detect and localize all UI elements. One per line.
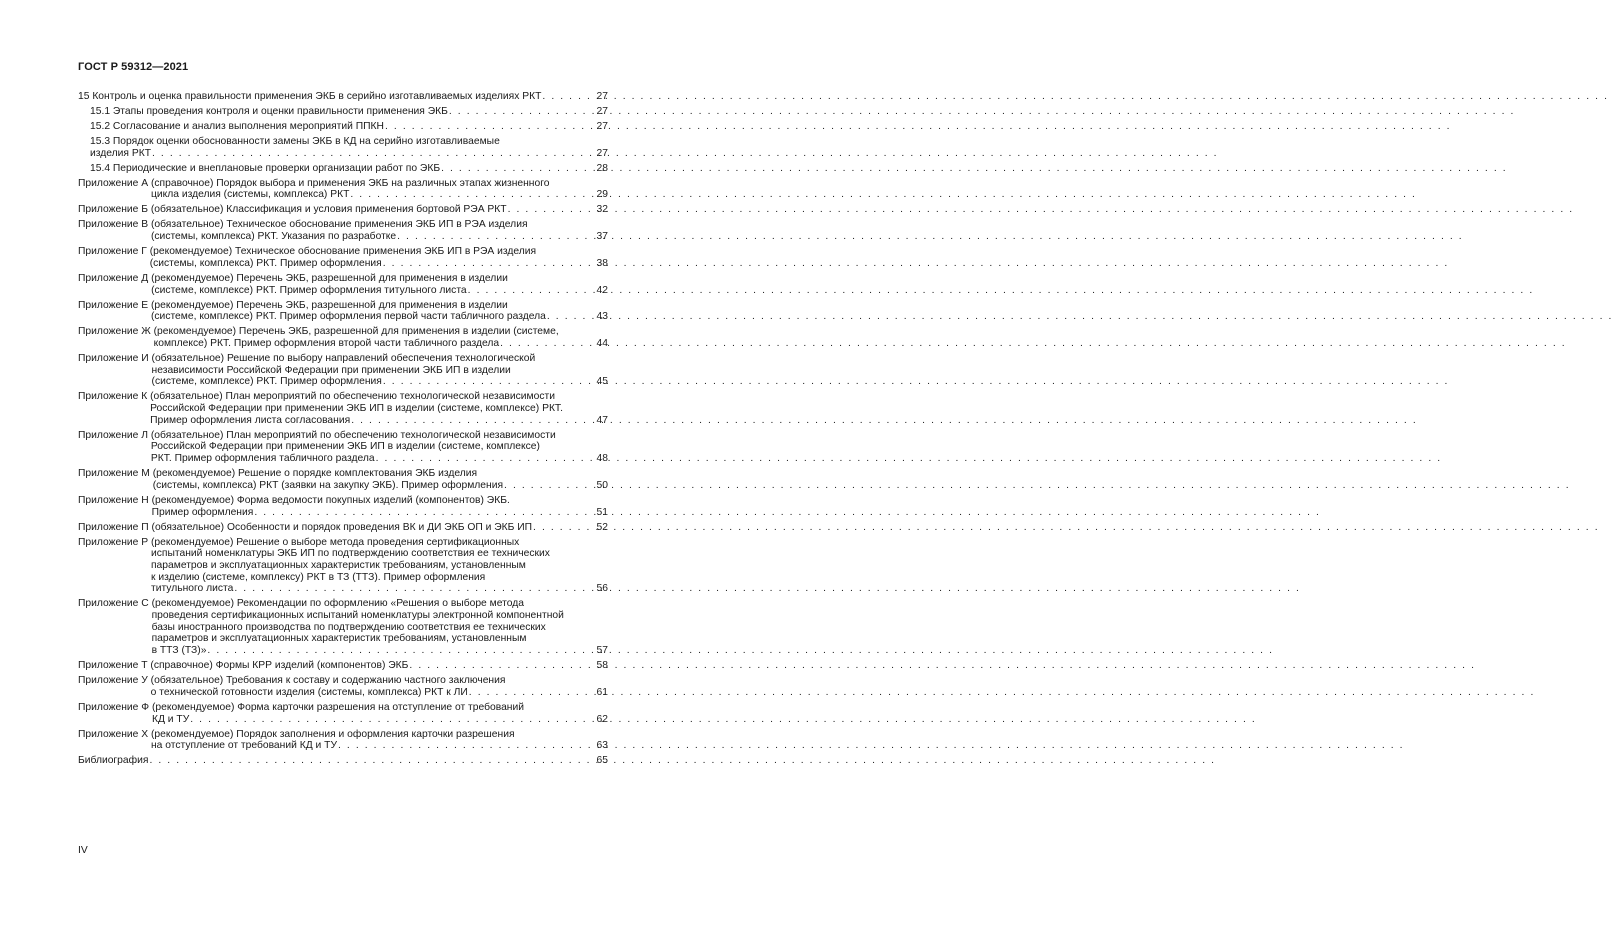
toc-entry-line: цикла изделия (системы, комплекса) РКТ [150, 189, 350, 201]
toc-appendix-entry[interactable] [78, 430, 608, 465]
dot-leader [541, 91, 596, 103]
toc-appendix-entry[interactable] [78, 219, 608, 242]
toc-entry-line: (системе, комплексе) РКТ. Пример оформления первой части табличного раздела [150, 311, 546, 323]
toc-entry-line: 15.3 Порядок оценки обоснованности замены ЭКБ в КД на серийно изготавливаемые [90, 136, 500, 147]
toc-entry-line: 15 Контроль и оценка правильности применения ЭКБ в серийно изготавливаемых изделиях РКТ [78, 91, 542, 102]
toc-entry-line: Российской Федерации при применении ЭКБ ИП в изделии (системе, комплексе) РКТ. [150, 403, 563, 415]
toc-entry-label: Приложение Д [78, 272, 152, 284]
toc-entry-line: (системы, комплекса) РКТ. Указания по разработке [150, 231, 397, 243]
toc-page-number[interactable]: 56 [596, 583, 608, 595]
dot-leader [499, 338, 596, 350]
dot-leader [206, 645, 596, 657]
toc-appendix-entry[interactable] [78, 273, 608, 296]
toc-entry-line: (обязательное) Классификация и условия применения бортовой РЭА РКТ [150, 204, 507, 216]
toc-page-number[interactable]: 48 [596, 453, 608, 465]
dot-leader [440, 163, 596, 175]
toc-page-number[interactable]: 28 [596, 162, 608, 174]
toc-entry-label: Приложение Г [78, 246, 150, 258]
toc-entry-line: комплексе) РКТ. Пример оформления второй части табличного раздела [153, 337, 500, 349]
dot-leader [408, 660, 596, 672]
toc-entry-label: Приложение В [78, 219, 151, 231]
dot-leader [233, 583, 596, 595]
toc-entry-label: Приложение Ж [78, 326, 154, 338]
toc-appendix-entry[interactable] [78, 468, 608, 491]
toc-entry-line: (рекомендуемое) Перечень ЭКБ, разрешенной для применения в изделии (системе, [153, 326, 559, 338]
toc-appendix-entry[interactable] [78, 537, 608, 596]
toc-appendix-entry[interactable] [78, 522, 608, 534]
toc-page-number[interactable]: 27 [596, 91, 608, 102]
toc-page-number[interactable]: 45 [596, 376, 608, 388]
toc-page-number[interactable]: 27 [596, 147, 608, 159]
toc-page-number[interactable]: 50 [596, 479, 608, 491]
toc-page-number[interactable]: 63 [596, 740, 608, 752]
dot-leader [350, 415, 596, 427]
toc-appendix-entry[interactable] [78, 598, 608, 657]
dot-leader [337, 740, 597, 752]
dot-leader [253, 507, 596, 519]
dot-leader [375, 453, 597, 465]
toc-page-number[interactable]: 32 [596, 204, 608, 216]
toc-subentry[interactable] [90, 106, 608, 118]
dot-leader [382, 258, 597, 270]
toc-page-number[interactable]: 47 [596, 414, 608, 426]
toc-entry-label: Приложение У [78, 675, 151, 687]
toc-entry-line: КД и ТУ [151, 713, 190, 725]
toc-appendix-entry[interactable] [78, 675, 608, 698]
toc-page-number[interactable]: 61 [596, 686, 608, 698]
toc-appendix-entry[interactable] [78, 204, 608, 216]
toc-entry-label: Приложение Т [78, 660, 151, 672]
dot-leader [396, 231, 596, 243]
toc-appendix-entry[interactable] [78, 702, 608, 725]
toc-appendix-entry[interactable] [78, 300, 608, 323]
dot-leader [382, 376, 597, 388]
toc-entry-label: Приложение Ф [78, 701, 152, 713]
toc-entry-line: Библиография [78, 755, 149, 767]
dot-leader [532, 522, 597, 534]
toc-entry-line: независимости Российской Федерации при применении ЭКБ ИП в изделии [151, 364, 511, 376]
toc-entry-line: Пример оформления [151, 506, 254, 518]
toc-entry[interactable] [78, 91, 608, 103]
toc-appendix-entry[interactable] [78, 246, 608, 269]
toc-page-number[interactable]: 62 [596, 713, 608, 725]
toc-entry-line: (рекомендуемое) Порядок заполнения и оформления карточки разрешения [150, 728, 515, 740]
toc-page-number[interactable]: 27 [596, 106, 608, 117]
toc-entry-label: Приложение К [78, 391, 151, 403]
toc-appendix-entry[interactable] [78, 495, 608, 518]
toc-entry-line: параметров и эксплуатационных характеристик требованиям, установленным [150, 559, 526, 571]
toc-appendix-entry[interactable] [78, 178, 608, 201]
toc-entry-line: 15.4 Периодические и внеплановые проверки организации работ по ЭКБ [90, 162, 441, 174]
toc-entry-line: на отступление от требований КД и ТУ [150, 740, 337, 752]
toc-page-number[interactable]: 52 [596, 521, 608, 533]
page-number: IV [78, 845, 88, 856]
toc-page-number[interactable]: 44 [596, 337, 608, 349]
toc-entry-line: (системы, комплекса) РКТ. Пример оформления [149, 257, 382, 269]
toc-entry-line: 15.1 Этапы проведения контроля и оценки правильности применения ЭКБ [90, 106, 448, 117]
toc-entry-line: к изделию (системе, комплексу) РКТ в ТЗ (ТТЗ). Пример оформления [150, 571, 486, 583]
toc-entry-line: испытаний номенклатуры ЭКБ ИП по подтверждению соответствия ее технических [150, 548, 550, 560]
toc-page-number[interactable]: 65 [596, 755, 608, 767]
toc-entry-line: (рекомендуемое) Перечень ЭКБ, разрешенной для применения в изделии [151, 272, 508, 284]
toc-appendix-entry[interactable] [78, 660, 608, 672]
dot-leader [503, 480, 596, 492]
toc-entry-line: (обязательное) План мероприятий по обеспечению технологической независимости [150, 391, 555, 403]
toc-entry-line: проведения сертификационных испытаний номенклатуры электронной компонентной [151, 610, 564, 622]
toc-entry-label: Приложение П [78, 521, 152, 533]
toc-entry-line: изделия РКТ [90, 147, 151, 159]
toc-entry-line: (обязательное) План мероприятий по обеспечению технологической независимости [150, 429, 556, 441]
document-code-header: ГОСТ Р 59312—2021 [78, 61, 189, 73]
toc-entry-line: (системе, комплексе) РКТ. Пример оформления [151, 376, 382, 388]
toc-entry-line: титульного листа [150, 583, 234, 595]
toc-entry-label: Приложение Н [78, 494, 152, 506]
toc-page-number[interactable]: 29 [596, 189, 608, 201]
dot-leader [148, 755, 596, 767]
toc-entry-line: (обязательное) Требования к составу и содержанию частного заключения [150, 675, 506, 687]
toc-entry-label: Приложение А [78, 177, 151, 189]
toc-appendix-entry[interactable] [78, 729, 608, 752]
toc-entry[interactable] [78, 755, 608, 767]
dot-leader [467, 285, 597, 297]
toc-entry-label: Приложение Б [78, 204, 151, 216]
dot-leader [507, 204, 597, 216]
toc-entry-line: о технической готовности изделия (системы, комплекса) РКТ к ЛИ [150, 686, 468, 698]
toc-page-number[interactable]: 51 [596, 506, 608, 518]
toc-appendix-entry[interactable] [78, 391, 608, 426]
toc-entry-line: (рекомендуемое) Техническое обоснование применения ЭКБ ИП в РЭА изделия [149, 246, 537, 258]
toc-page-number[interactable]: 38 [596, 257, 608, 269]
toc-entry-label: Приложение С [78, 598, 152, 610]
toc-entry-line: (рекомендуемое) Перечень ЭКБ, разрешенной для применения в изделии [150, 299, 508, 311]
toc-entry-line: (обязательное) Особенности и порядок проведения ВК и ДИ ЭКБ ОП и ЭКБ ИП [151, 521, 533, 533]
toc-entry-line: 15.2 Согласование и анализ выполнения мероприятий ППКН [90, 121, 384, 132]
toc-entry-line: (обязательное) Решение по выбору направлений обеспечения технологической [151, 352, 536, 364]
toc-entry-line: (рекомендуемое) Форма ведомости покупных изделий (компонентов) ЭКБ. [151, 494, 510, 506]
toc-entry-line: (системы, комплекса) РКТ (заявки на закупку ЭКБ). Пример оформления [152, 479, 504, 491]
dot-leader [546, 311, 597, 323]
toc-entry-label: Приложение И [78, 352, 152, 364]
toc-entry-label: Приложение Л [78, 429, 151, 441]
toc-entry-line: параметров и эксплуатационных характеристик требованиям, установленным [151, 633, 527, 645]
dot-leader [349, 189, 596, 201]
toc-entry-label: Приложение Х [78, 728, 151, 740]
toc-entry-line: РКТ. Пример оформления табличного раздела [150, 453, 375, 465]
toc-entry-line: Пример оформления листа согласования [150, 414, 351, 426]
toc-entry-line: (справочное) Порядок выбора и применения ЭКБ на различных этапах жизненного [150, 177, 550, 189]
toc-page-number[interactable]: 58 [596, 660, 608, 672]
toc-entry-line: (обязательное) Техническое обоснование применения ЭКБ ИП в РЭА изделия [150, 219, 528, 231]
toc-entry-label: Приложение Р [78, 536, 151, 548]
toc-appendix-entry[interactable] [78, 326, 608, 349]
dot-leader [189, 714, 596, 726]
toc-entry-label: Приложение Е [78, 299, 151, 311]
toc-page-number[interactable]: 42 [596, 284, 608, 296]
toc-entry-line: (рекомендуемое) Решение о порядке комплектования ЭКБ изделия [152, 468, 478, 480]
toc-subentry[interactable] [90, 136, 608, 159]
toc-entry-line: в ТТЗ (ТЗ)» [151, 645, 207, 657]
toc-entry-line: (рекомендуемое) Рекомендации по оформлению «Решения о выборе метода [151, 598, 524, 610]
toc-entry-line: базы иностранного производства по подтверждению соответствия ее технических [151, 621, 546, 633]
toc-subentry[interactable] [90, 163, 608, 175]
table-of-contents [78, 91, 608, 770]
toc-entry-line: (рекомендуемое) Решение о выборе метода проведения сертификационных [150, 536, 520, 548]
dot-leader [151, 148, 597, 160]
toc-entry-line: (рекомендуемое) Форма карточки разрешения на отступление от требований [151, 701, 524, 713]
toc-entry-line: (справочное) Формы КРР изделий (компонентов) ЭКБ [150, 660, 409, 672]
dot-leader [448, 106, 597, 118]
toc-entry-line: Российской Федерации при применении ЭКБ ИП в изделии (системе, комплексе) [150, 441, 540, 453]
toc-appendix-entry[interactable] [78, 353, 608, 388]
dot-leader [384, 121, 597, 133]
toc-entry-line: (системе, комплексе) РКТ. Пример оформления титульного листа [151, 284, 467, 296]
toc-subentry[interactable] [90, 121, 608, 133]
toc-page-number[interactable]: 43 [596, 311, 608, 323]
toc-entry-label: Приложение М [78, 468, 153, 480]
toc-page-number[interactable]: 37 [596, 231, 608, 243]
dot-leader [468, 687, 597, 699]
toc-page-number[interactable]: 57 [596, 645, 608, 657]
toc-page-number[interactable]: 27 [596, 121, 608, 132]
